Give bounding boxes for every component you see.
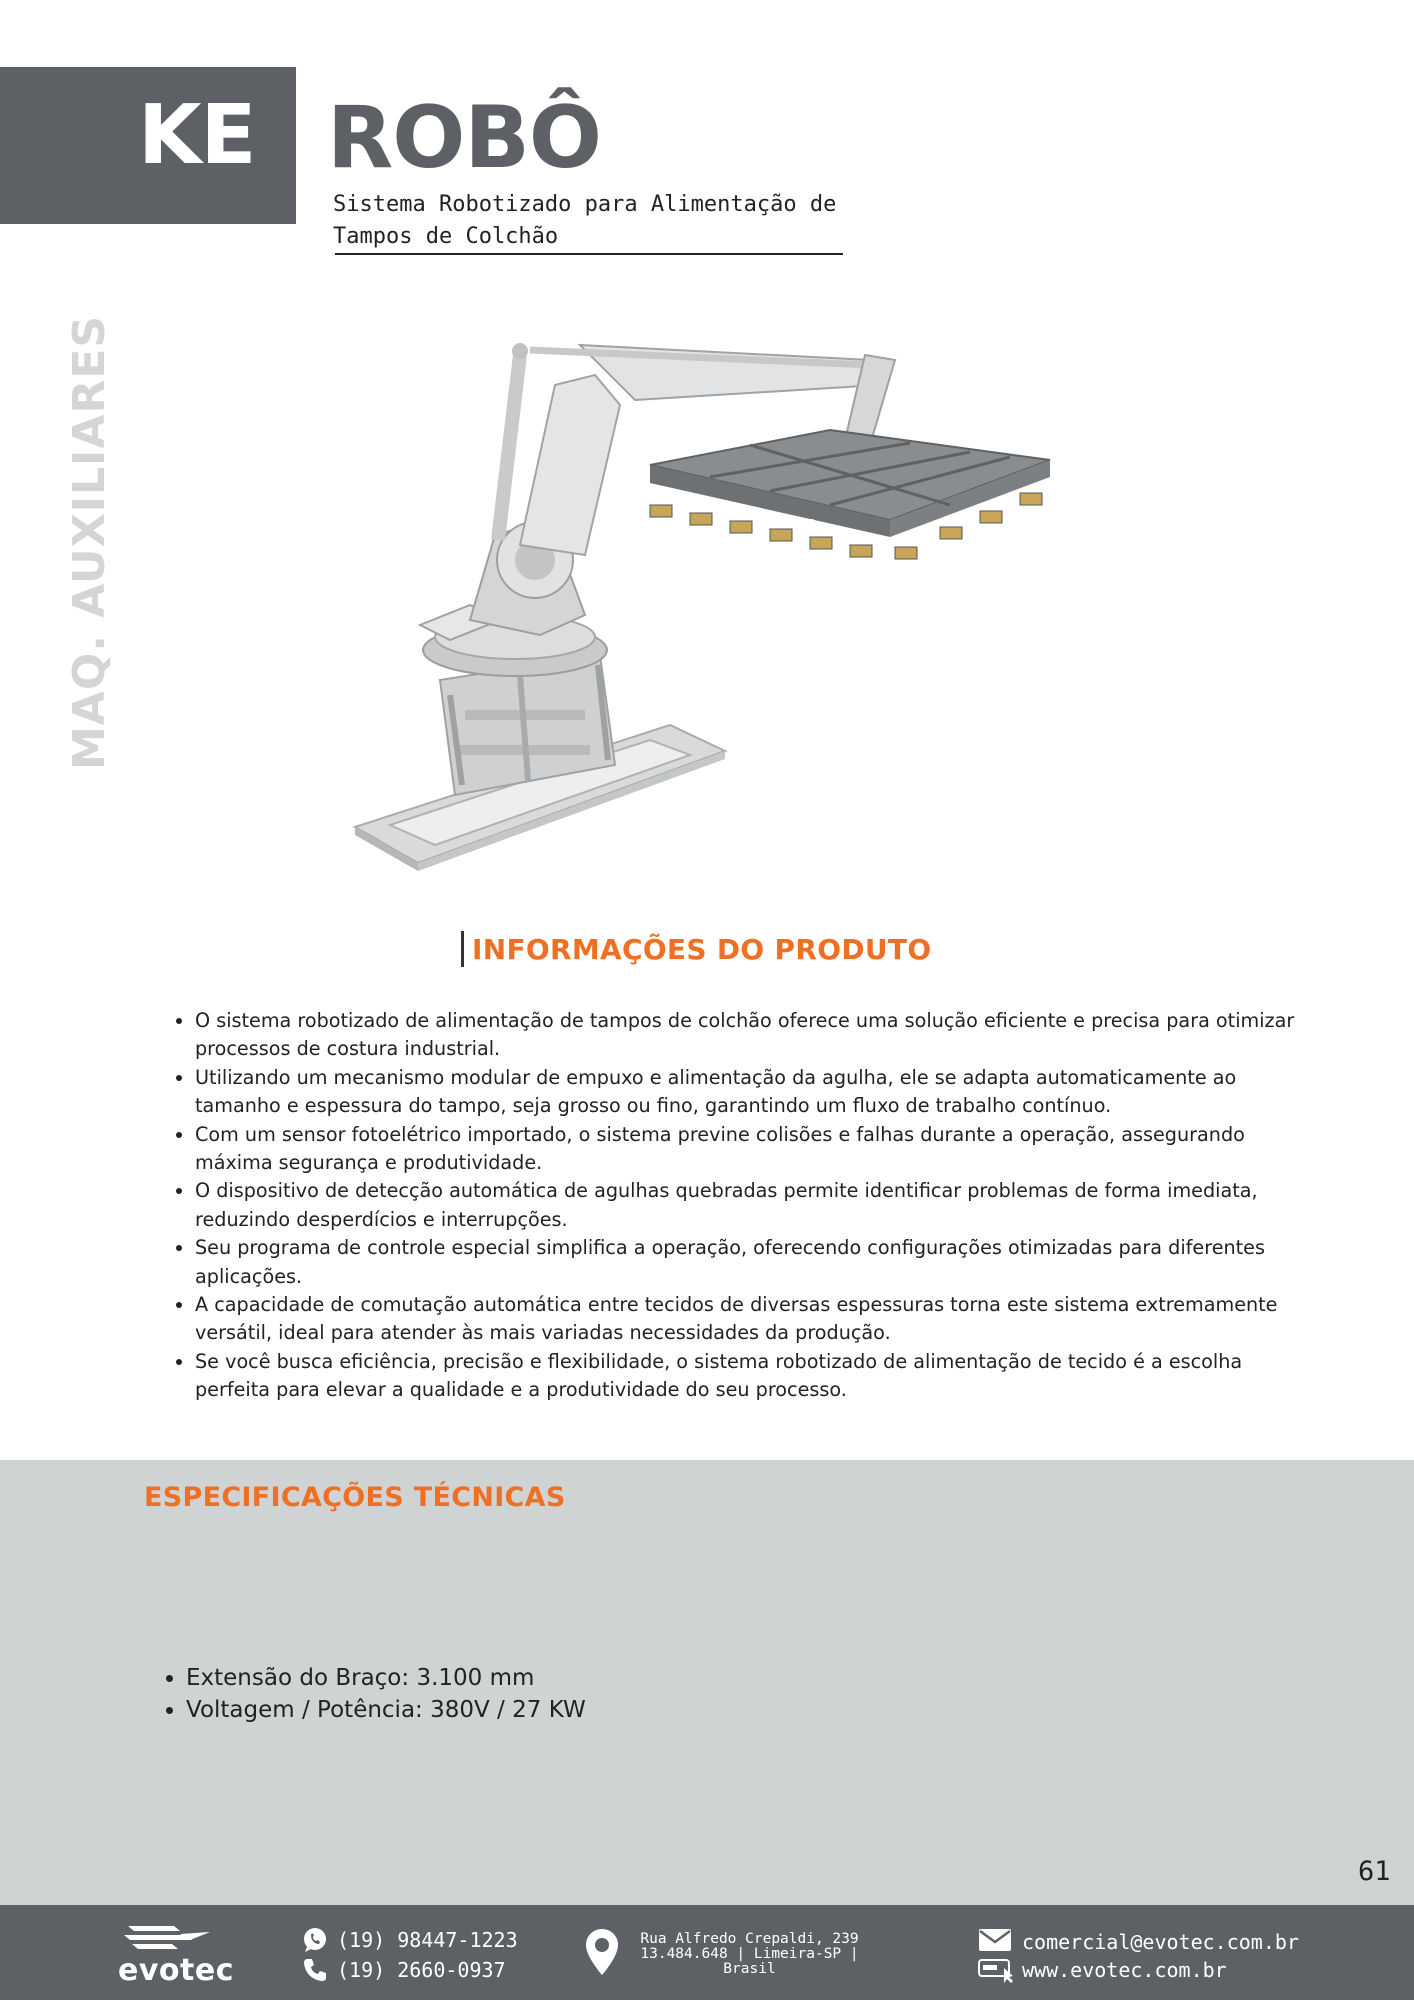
address-line-2: 13.484.648 | Limeira-SP |	[640, 1946, 859, 1962]
list-item: • Utilizando um mecanismo modular de empuxo e alimentação da agulha, ele se adapta automaticamente ao tamanho e espessura do tampo, seja grosso ou fino, garantindo um fluxo de trabalho contínuo.	[195, 1064, 1295, 1121]
specs-title: ESPECIFICAÇÕES TÉCNICAS	[144, 1482, 566, 1513]
address-line-3: Brasil	[723, 1961, 776, 1977]
robot-brand-mark: evotec	[773, 515, 815, 528]
list-item: • O sistema robotizado de alimentação de tampos de colchão oferece uma solução eficiente e precisa para otimizar processos de costura industrial.	[195, 1007, 1295, 1064]
footer-email[interactable]: comercial@evotec.com.br	[1022, 1930, 1299, 1954]
subtitle-line-2: Tampos de Colchão	[333, 224, 559, 249]
list-item: • Com um sensor fotoelétrico importado, o sistema previne colisões e falhas durante a operação, assegurando máxima segurança e produtividade.	[195, 1121, 1295, 1178]
product-info-list	[168, 1007, 1295, 1405]
list-item: • Seu programa de controle especial simplifica a operação, oferecendo configurações otimizadas para diferentes aplicações.	[195, 1234, 1295, 1291]
specs-list	[160, 1662, 586, 1726]
footer-logo: evotec	[118, 1953, 234, 1988]
footer-phone-mobile[interactable]: (19) 98447-1223	[337, 1928, 518, 1952]
list-item: • Extensão do Braço: 3.100 mm	[186, 1662, 586, 1694]
whatsapp-icon	[302, 1927, 328, 1953]
page-number: 61	[1358, 1856, 1391, 1887]
mail-icon	[978, 1928, 1012, 1952]
page-title: ROBÔ	[327, 88, 601, 188]
phone-icon	[302, 1957, 328, 1983]
side-category-label: MAQ. AUXILIARES	[64, 314, 115, 770]
web-icon	[978, 1958, 1016, 1984]
robot-illustration	[350, 315, 1070, 890]
section-title-bar	[461, 931, 464, 967]
list-item: • A capacidade de comutação automática entre tecidos de diversas espessuras torna este sistema extremamente versátil, ideal para atender às mais variadas necessidades da produção.	[195, 1291, 1295, 1348]
page-subtitle	[333, 189, 853, 253]
footer-website[interactable]: www.evotec.com.br	[1022, 1958, 1227, 1982]
address-line-1: Rua Alfredo Crepaldi, 239	[640, 1931, 859, 1947]
header-code: KE	[138, 88, 256, 183]
list-item: • Voltagem / Potência: 380V / 27 KW	[186, 1694, 586, 1726]
list-item: • O dispositivo de detecção automática de agulhas quebradas permite identificar problemas de forma imediata, reduzindo desperdícios e interrupções.	[195, 1177, 1295, 1234]
subtitle-line-1: Sistema Robotizado para Alimentação de	[333, 192, 837, 217]
footer-phone-landline[interactable]: (19) 2660-0937	[337, 1958, 506, 1982]
product-info-title: INFORMAÇÕES DO PRODUTO	[472, 933, 932, 966]
footer-address	[612, 1932, 887, 1977]
subtitle-underline	[335, 253, 843, 255]
evotec-logo-mark-icon	[124, 1922, 210, 1950]
list-item: • Se você busca eficiência, precisão e flexibilidade, o sistema robotizado de alimentação de tecido é a escolha perfeita para elevar a qualidade e a produtividade do seu processo.	[195, 1348, 1295, 1405]
